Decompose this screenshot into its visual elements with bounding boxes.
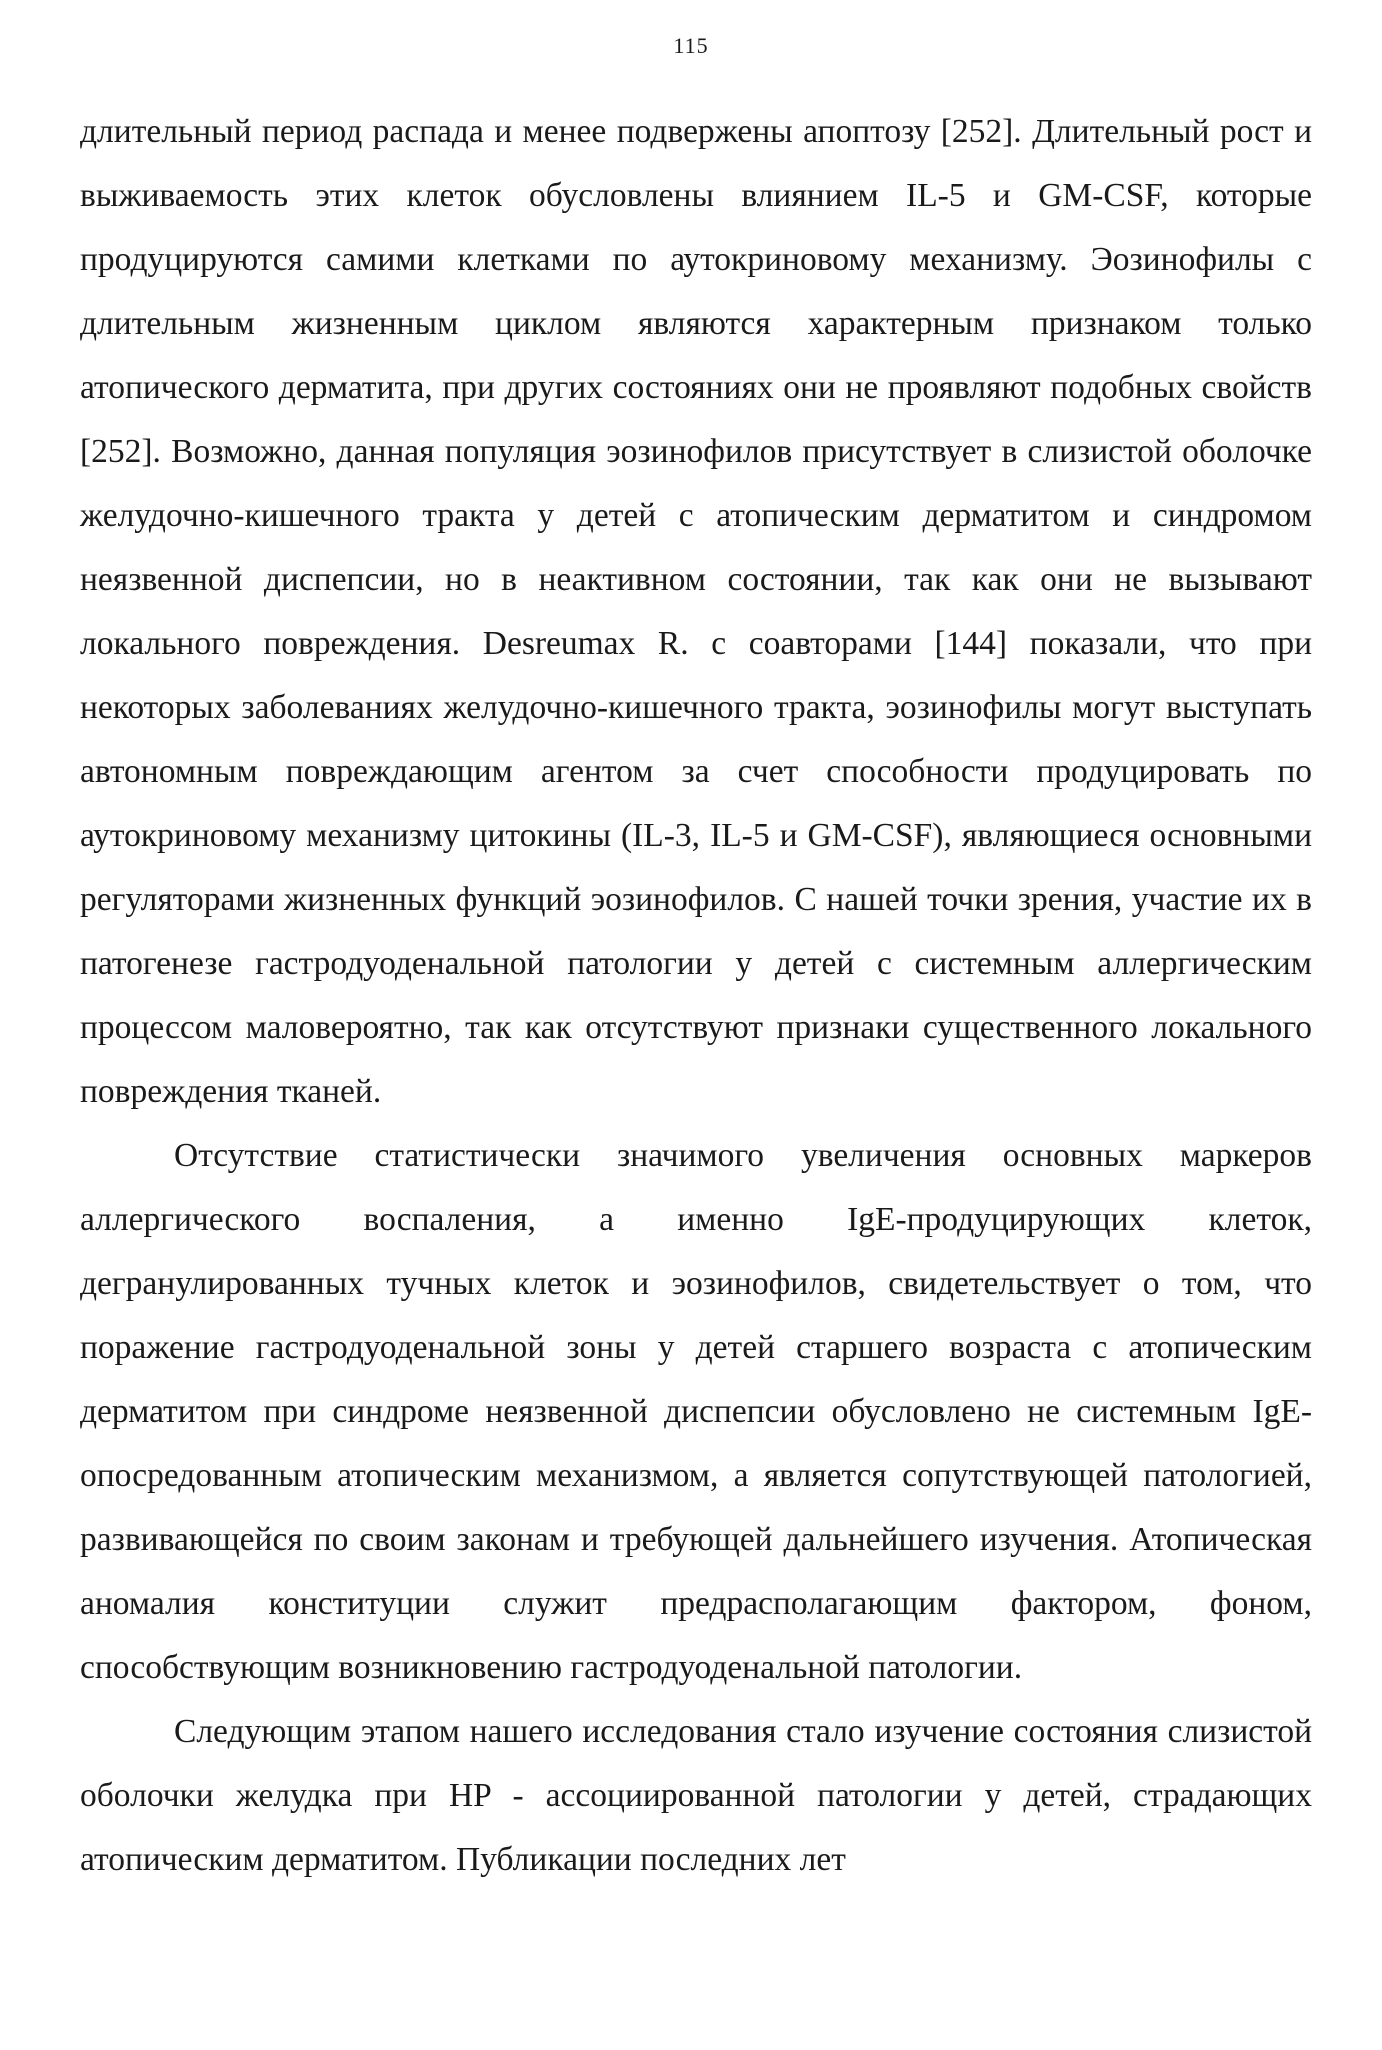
paragraph-3: Следующим этапом нашего исследования стало изучение состояния слизистой оболочки желудка при HP - ассоциированной патологии у детей, страдающих атопическим дерматитом. Публикации последних лет <box>80 1713 1312 1878</box>
page-number: 115 <box>673 33 709 58</box>
paragraph-2: Отсутствие статистически значимого увеличения основных маркеров аллергического воспаления, а именно IgE-продуцирующих клеток, дегранулированных тучных клеток и эозинофилов, свидетельствует о том, что поражение гастродуоденальной зоны у детей старшего возраста с атопическим дерматитом при синдроме неязвенной диспепсии обусловлено не системным IgE-опосредованным атопическим механизмом, а является сопутствующей патологией, развивающейся по своим законам и требующей дальнейшего изучения. Атопическая аномалия конституции служит предрасполагающим фактором, фоном, способствующим возникновению гастродуоденальной патологии. <box>80 1137 1312 1686</box>
document-body <box>80 100 1312 1892</box>
paragraph-1: длительный период распада и менее подвержены апоптозу [252]. Длительный рост и выживаемость этих клеток обусловлены влиянием IL-5 и GM-CSF, которые продуцируются самими клетками по аутокриновому механизму. Эозинофилы с длительным жизненным циклом являются характерным признаком только атопического дерматита, при других состояниях они не проявляют подобных свойств [252]. Возможно, данная популяция эозинофилов присутствует в слизистой оболочке желудочно-кишечного тракта у детей с атопическим дерматитом и синдромом неязвенной диспепсии, но в неактивном состоянии, так как они не вызывают локального повреждения. Desreumax R. с соавторами [144] показали, что при некоторых заболеваниях желудочно-кишечного тракта, эозинофилы могут выступать автономным повреждающим агентом за счет способности продуцировать по аутокриновому механизму цитокины (IL-3, IL-5 и GM-CSF), являющиеся основными регуляторами жизненных функций эозинофилов. С нашей точки зрения, участие их в патогенезе гастродуоденальной патологии у детей с системным аллергическим процессом маловероятно, так как отсутствуют признаки существенного локального повреждения тканей. <box>80 113 1312 1110</box>
